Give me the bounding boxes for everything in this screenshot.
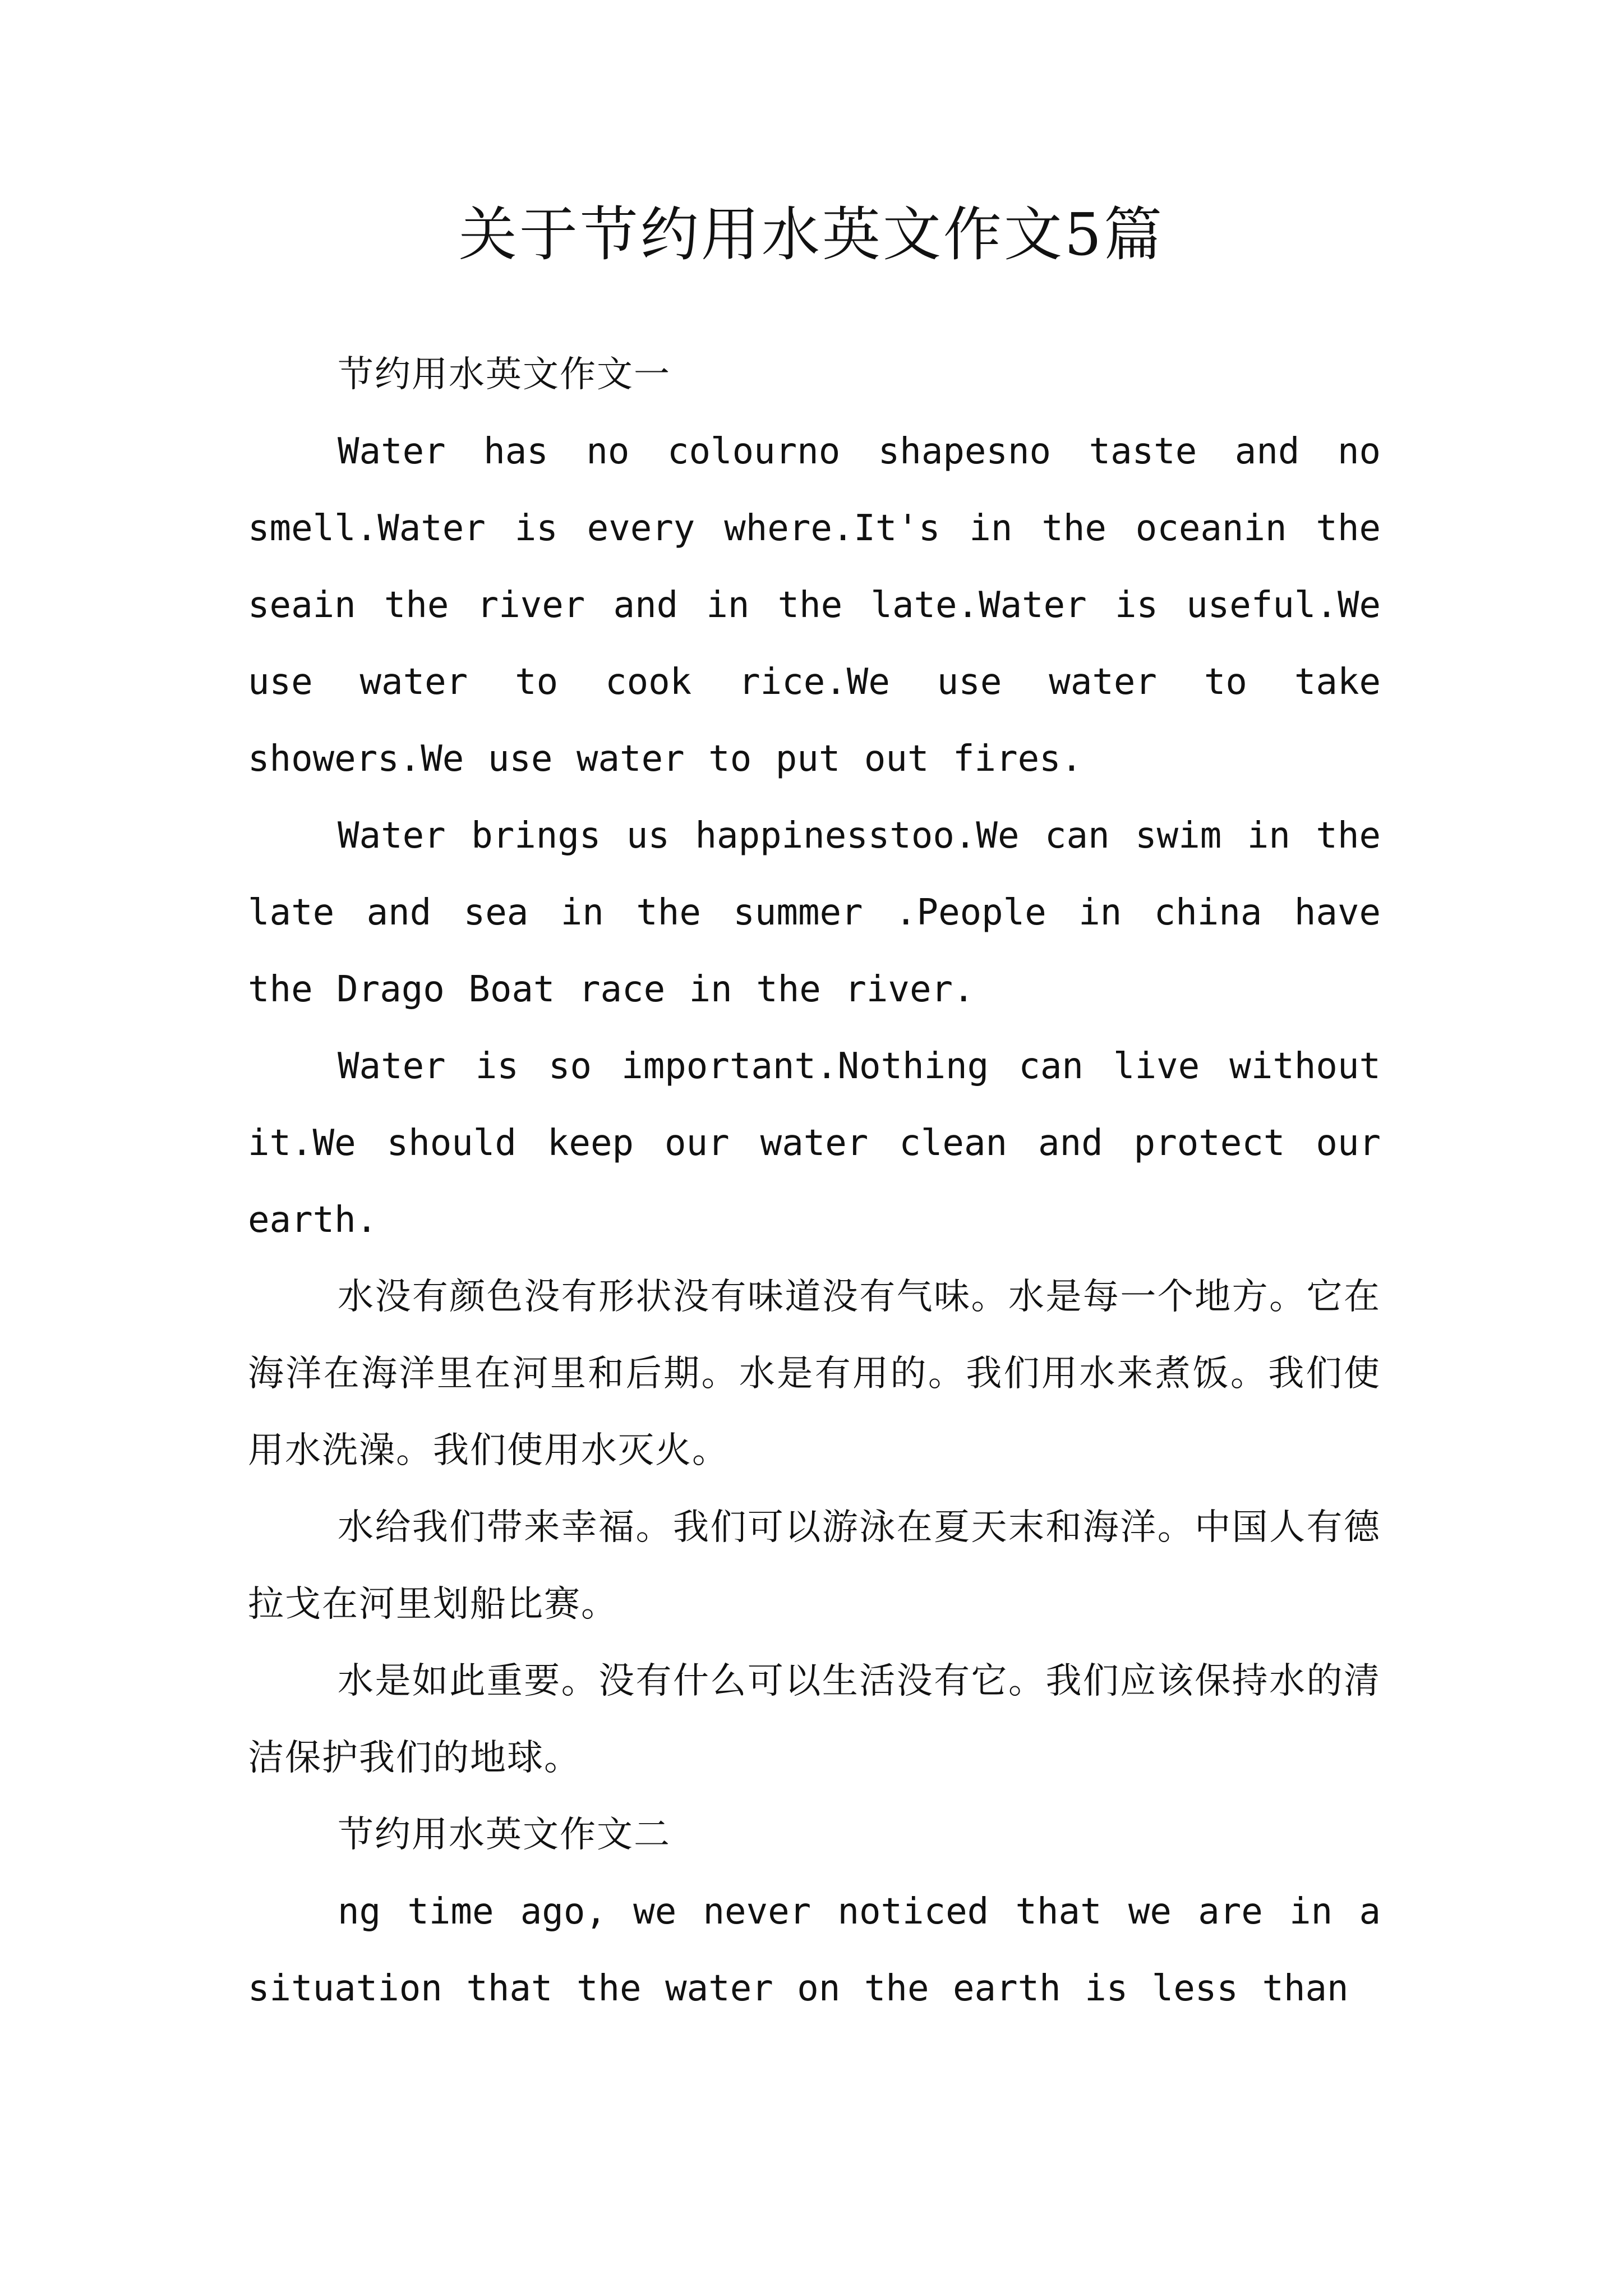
paragraph-en-1: Water has no colourno shapesno taste and no smell.Water is every where.It's in the oceanin the seain the river and in the late.Water is useful.We use water to cook rice.We use water to take showers.We use water to put out fires. <box>248 431 1381 780</box>
paragraph-en-4: ng time ago, we never noticed that we are in a situation that the water on the earth is less than <box>248 1891 1381 2009</box>
document-body <box>248 337 1381 2027</box>
section-heading-1: 节约用水英文作文一 <box>338 354 671 395</box>
paragraph-cn-1: 水没有颜色没有形状没有味道没有气味。水是每一个地方。它在海洋在海洋里在河里和后期。水是有用的。我们用水来煮饭。我们使用水洗澡。我们使用水灭火。 <box>248 1276 1381 1471</box>
paragraph-en-2: Water brings us happinesstoo.We can swim in the late and sea in the summer .People in china have the Drago Boat race in the river. <box>248 815 1381 1010</box>
document-title: 关于节约用水英文作文5篇 <box>458 200 1165 269</box>
paragraph-cn-2: 水给我们带来幸福。我们可以游泳在夏天末和海洋。中国人有德拉戈在河里划船比赛。 <box>248 1507 1381 1625</box>
paragraph-en-3: Water is so important.Nothing can live without it.We should keep our water clean and protect our earth. <box>248 1046 1381 1241</box>
paragraph-cn-3: 水是如此重要。没有什么可以生活没有它。我们应该保持水的清洁保护我们的地球。 <box>248 1660 1381 1779</box>
section-heading-2: 节约用水英文作文二 <box>338 1814 671 1856</box>
